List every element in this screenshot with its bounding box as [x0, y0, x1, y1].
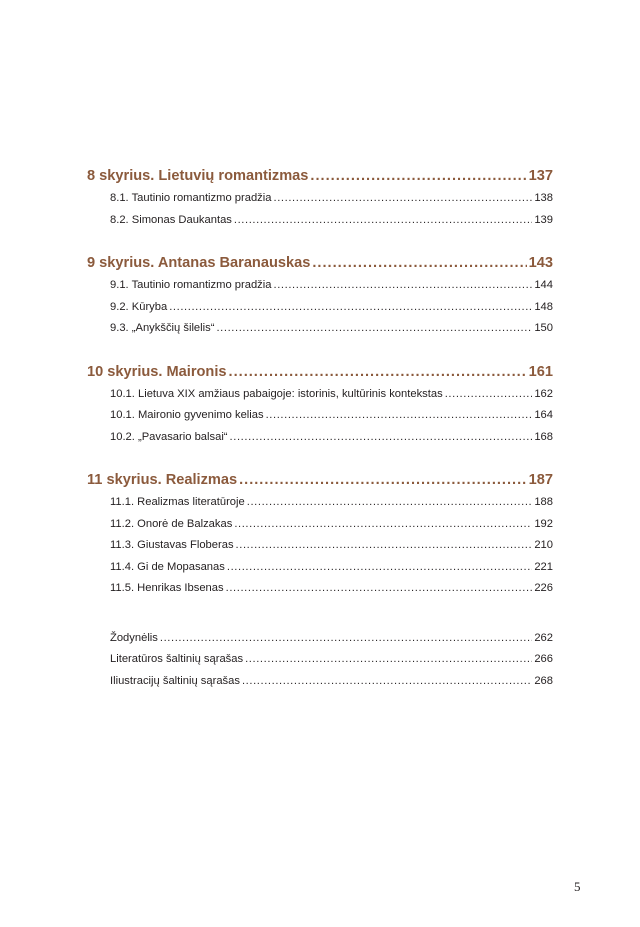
back-matter	[87, 628, 553, 693]
toc-entry[interactable]	[87, 188, 553, 210]
dot-leader	[234, 514, 532, 536]
entry-label: 8.1. Tautinio romantizmo pradžia	[110, 192, 272, 204]
entry-label: 9.2. Kūryba	[110, 300, 168, 313]
entry-label: 11.2. Onorė de Balzakas	[110, 517, 233, 530]
chapter-11	[87, 468, 553, 600]
toc-entry[interactable]	[87, 405, 553, 427]
table-of-contents	[87, 164, 553, 692]
entry-page: 266	[534, 653, 553, 665]
entry-page: 148	[534, 300, 553, 313]
chapter-title: 10 skyrius. Maironis	[87, 363, 227, 380]
entry-label: 11.1. Realizmas literatūroje	[110, 496, 245, 508]
entry-page: 168	[534, 430, 553, 443]
entry-page: 262	[534, 631, 553, 644]
toc-entry[interactable]	[87, 578, 553, 600]
chapter-page: 187	[528, 472, 553, 488]
chapter-title: 8 skyrius. Lietuvių romantizmas	[87, 168, 309, 184]
entry-label: 8.2. Simonas Daukantas	[110, 213, 232, 226]
chapter-page: 137	[528, 168, 553, 184]
chapter-10	[87, 360, 553, 449]
dot-leader	[234, 210, 532, 232]
dot-leader	[226, 578, 533, 600]
chapter-page: 143	[528, 255, 553, 271]
toc-entry[interactable]	[87, 275, 553, 297]
chapter-title: 9 skyrius. Antanas Baranauskas	[87, 255, 311, 271]
toc-entry[interactable]	[87, 514, 553, 536]
dot-leader	[160, 628, 532, 650]
entry-page: 268	[534, 674, 553, 687]
dot-leader	[266, 405, 533, 427]
chapter-heading[interactable]	[87, 468, 553, 492]
entry-page: 221	[534, 560, 553, 573]
entry-label: 11.4. Gi de Mopasanas	[110, 560, 225, 573]
toc-entry[interactable]	[87, 384, 553, 406]
entry-page: 150	[534, 322, 553, 334]
toc-entry[interactable]	[87, 427, 553, 449]
dot-leader	[245, 649, 532, 671]
toc-entry-glossary[interactable]	[87, 628, 553, 650]
dot-leader	[229, 360, 527, 384]
dot-leader	[230, 427, 533, 449]
dot-leader	[216, 318, 532, 340]
entry-page: 188	[534, 496, 553, 508]
entry-label: Iliustracijų šaltinių sąrašas	[110, 674, 240, 687]
chapter-title: 11 skyrius. Realizmas	[87, 472, 238, 488]
entry-page: 192	[534, 517, 553, 530]
dot-leader	[169, 297, 532, 319]
chapter-heading[interactable]	[87, 360, 553, 384]
entry-label: Literatūros šaltinių sąrašas	[110, 653, 244, 665]
entry-label: 9.1. Tautinio romantizmo pradžia	[110, 279, 272, 291]
page-number: 5	[574, 879, 581, 894]
toc-entry[interactable]	[87, 210, 553, 232]
dot-leader	[312, 251, 526, 275]
toc-entry-illustration-sources[interactable]	[87, 671, 553, 693]
entry-page: 226	[534, 582, 553, 594]
entry-label: Žodynėlis	[110, 631, 158, 644]
entry-label: 10.1. Maironio gyvenimo kelias	[110, 409, 264, 421]
toc-entry-literature-sources[interactable]	[87, 649, 553, 671]
entry-page: 162	[534, 387, 553, 400]
dot-leader	[273, 188, 532, 210]
entry-page: 144	[534, 279, 553, 291]
entry-label: 9.3. „Anykščių šilelis“	[110, 322, 215, 334]
chapter-9	[87, 251, 553, 340]
dot-leader	[227, 557, 532, 579]
entry-page: 138	[534, 192, 553, 204]
toc-entry[interactable]	[87, 492, 553, 514]
entry-label: 10.1. Lietuva XIX amžiaus pabaigoje: istorinis, kultūrinis kontekstas	[110, 387, 443, 400]
chapter-8	[87, 164, 553, 231]
entry-page: 139	[534, 213, 553, 226]
dot-leader	[273, 275, 532, 297]
entry-page: 164	[534, 409, 553, 421]
toc-entry[interactable]	[87, 535, 553, 557]
dot-leader	[242, 671, 532, 693]
entry-page: 210	[534, 539, 553, 551]
toc-entry[interactable]	[87, 318, 553, 340]
chapter-page: 161	[528, 363, 553, 380]
entry-label: 10.2. „Pavasario balsai“	[110, 430, 228, 443]
toc-entry[interactable]	[87, 557, 553, 579]
chapter-heading[interactable]	[87, 164, 553, 188]
toc-entry[interactable]	[87, 297, 553, 319]
dot-leader	[236, 535, 533, 557]
chapter-heading[interactable]	[87, 251, 553, 275]
dot-leader	[445, 384, 533, 406]
dot-leader	[310, 164, 526, 188]
dot-leader	[239, 468, 527, 492]
entry-label: 11.3. Giustavas Floberas	[110, 539, 234, 551]
entry-label: 11.5. Henrikas Ibsenas	[110, 582, 224, 594]
dot-leader	[247, 492, 533, 514]
